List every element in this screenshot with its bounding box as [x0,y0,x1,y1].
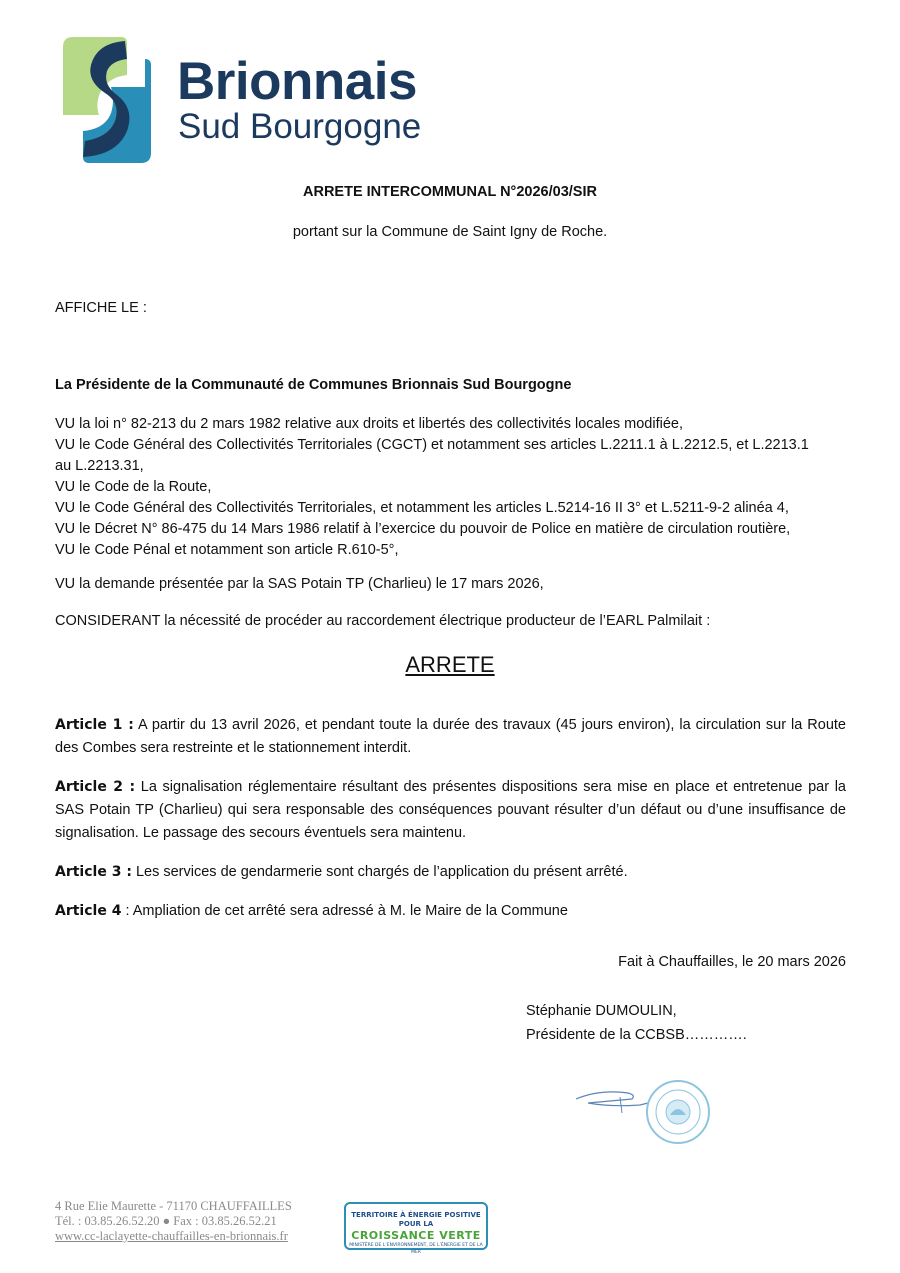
article-1 [55,714,846,760]
signatory [526,999,747,1047]
footer-website-link[interactable]: www.cc-laclayette-chauffailles-en-brionnais.fr [55,1229,288,1243]
badge-line-3: MINISTÈRE DE L’ENVIRONNEMENT, DE L’ÉNERGIE ET DE LA MER [349,1243,483,1255]
considerant-paragraph: CONSIDERANT la nécessité de procéder au raccordement électrique producteur de l’EARL Palmilait : [55,613,711,629]
article-text: La signalisation réglementaire résultant des présentes dispositions sera mise en place et entretenue par la SAS Potain TP (Charlieu) qui sera responsable des conséquences pouvant résulter d’un défaut ou d’une insuffisance de signalisation. Le passage des secours éventuels sera maintenu. [55,779,846,841]
article-label: Article 1 : [55,717,134,733]
article-label: Article 2 : [55,779,136,795]
footer-phone: Tél. : 03.85.26.52.20 ● Fax : 03.85.26.52.21 [55,1214,277,1228]
affiche-label: AFFICHE LE : [55,300,147,316]
vu-list [55,414,845,561]
article-text: : Ampliation de cet arrêté sera adressé à M. le Maire de la Commune [125,903,568,919]
place-date: Fait à Chauffailles, le 20 mars 2026 [618,954,846,970]
article-label: Article 3 : [55,864,132,880]
article-text: A partir du 13 avril 2026, et pendant toute la durée des travaux (45 jours environ), la circulation sur la Route des Combes sera restreinte et le stationnement interdit. [55,717,846,756]
brand-name: Brionnais [177,52,417,111]
tepcv-badge [344,1202,488,1255]
brionnais-logo-icon [55,35,153,165]
article-4 [55,900,846,923]
badge-line-2: CROISSANCE VERTE [351,1229,481,1242]
document-subtitle: portant sur la Commune de Saint Igny de Roche. [292,224,608,240]
badge-line-1: TERRITOIRE À ÉNERGIE POSITIVE POUR LA [351,1211,481,1228]
vu-line: VU le Code Général des Collectivités Territoriales (CGCT) et notamment ses articles L.2211.1 à L.2212.5, et L.2213.1 [55,437,809,453]
vu-line: au L.2213.31, [55,458,144,474]
vu-line: VU le Code Pénal et notamment son article R.610-5°, [55,542,399,558]
article-text: Les services de gendarmerie sont chargés de l’application du présent arrêté. [135,864,628,880]
arrete-heading: ARRETE [405,652,495,677]
vu-line: VU le Décret N° 86-475 du 14 Mars 1986 relatif à l’exercice du pouvoir de Police en matière de circulation routière, [55,521,791,537]
article-label: Article 4 [55,903,122,919]
vu-line: VU la loi n° 82-213 du 2 mars 1982 relative aux droits et libertés des collectivités locales modifiée, [55,416,684,432]
signature-stamp-icon [570,1075,720,1150]
vu-line: VU le Code Général des Collectivités Territoriales, et notamment les articles L.5214-16 II 3° et L.5211-9-2 alinéa 4, [55,500,789,516]
demande-paragraph: VU la demande présentée par la SAS Potain TP (Charlieu) le 17 mars 2026, [55,576,544,592]
document-title: ARRETE INTERCOMMUNAL N°2026/03/SIR [303,184,597,200]
brand-subtitle: Sud Bourgogne [178,107,422,146]
vu-line: VU le Code de la Route, [55,479,212,495]
article-2 [55,776,846,845]
footer-address-block [55,1199,292,1244]
signatory-title: Présidente de la CCBSB…………. [526,1027,747,1043]
footer-address: 4 Rue Elie Maurette - 71170 CHAUFFAILLES [55,1199,292,1213]
article-3 [55,861,846,884]
signatory-name: Stéphanie DUMOULIN, [526,1003,677,1019]
president-heading: La Présidente de la Communauté de Communes Brionnais Sud Bourgogne [55,377,572,393]
